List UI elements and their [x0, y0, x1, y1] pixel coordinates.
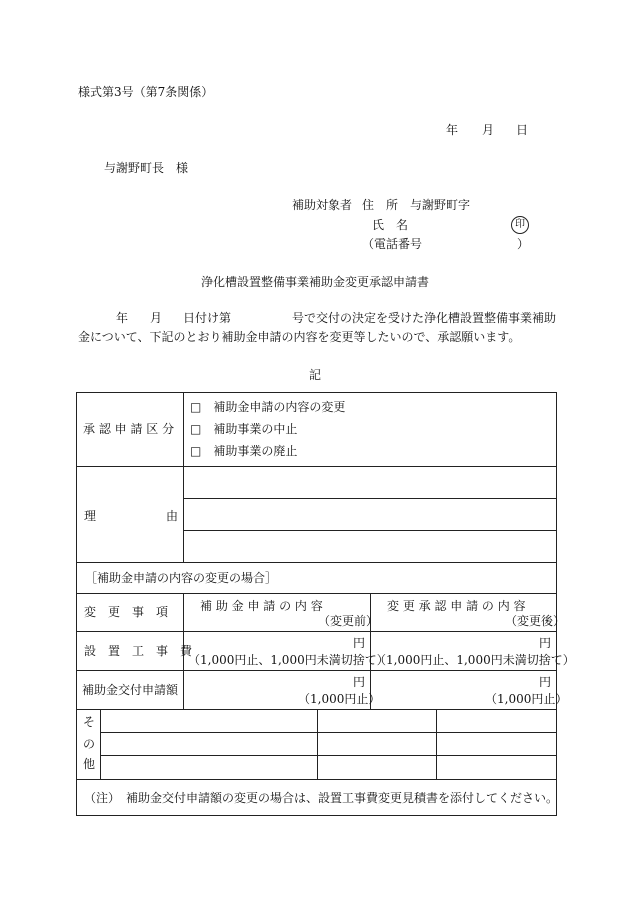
reason-field-1[interactable]	[186, 468, 554, 496]
table-border-right	[556, 392, 557, 816]
date-year-label: 年	[446, 123, 459, 137]
cost-after-yen: 円	[539, 636, 552, 650]
item-header: 変 更 事 項	[84, 605, 169, 619]
grant-before-note: （1,000円止）	[298, 692, 381, 706]
reason-label-right: 由	[166, 509, 179, 523]
ki-label: 記	[309, 368, 322, 382]
divider-other-col-1	[317, 709, 318, 779]
other-line-1	[100, 732, 557, 733]
applicant-role-label: 補助対象者	[292, 198, 353, 212]
intro-body-line1: 号で交付の決定を受けた浄化槽設置整備事業補助	[292, 311, 557, 325]
cost-after-note: （1,000円止、1,000円未満切捨て）	[374, 653, 575, 667]
before-subheader: （変更前）	[318, 614, 379, 628]
divider-other-col-2	[436, 709, 437, 779]
change-section-title: ［補助金申請の内容の変更の場合］	[85, 571, 278, 585]
divider-category-bottom	[76, 466, 557, 467]
category-label: 承 認 申 請 区 分	[83, 422, 175, 436]
divider-other-bottom	[76, 779, 557, 780]
other-label-2: の	[83, 737, 96, 751]
option-suspend[interactable]: □ 補助事業の中止	[190, 422, 298, 436]
intro-month: 月	[150, 311, 163, 325]
form-number: 様式第3号（第7条関係）	[78, 85, 214, 99]
divider-cost-row	[76, 670, 557, 671]
grant-label: 補助金交付申請額	[82, 683, 179, 697]
divider-label-col-1	[183, 392, 184, 562]
other-label-1: そ	[83, 715, 96, 729]
intro-body-line2: 金について、下記のとおり補助金申請の内容を変更等したいので、承認願います。	[78, 330, 521, 344]
reason-label-left: 理	[84, 509, 97, 523]
date-month-label: 月	[482, 123, 495, 137]
intro-year: 年	[116, 311, 129, 325]
footnote: （注） 補助金交付申請額の変更の場合は、設置工事費変更見積書を添付してください。	[84, 791, 559, 805]
grant-before-yen: 円	[353, 675, 366, 689]
cost-before-note: （1,000円止、1,000円未満切捨て）	[188, 653, 389, 667]
cost-label: 設 置 工 事 費	[84, 644, 193, 658]
other-label-3: 他	[83, 757, 96, 771]
intro-dated: 日付け第	[183, 311, 232, 325]
addressee: 与謝野町長 様	[104, 161, 189, 175]
seal-mark: 印	[511, 216, 529, 234]
document-title: 浄化槽設置整備事業補助金変更承認申請書	[201, 275, 430, 289]
before-header: 補 助 金 申 請 の 内 容	[200, 599, 323, 613]
reason-field-2[interactable]	[186, 500, 554, 528]
phone-close-paren: ）	[517, 237, 530, 251]
address-value: 与謝野町字	[410, 198, 471, 212]
table-border-bottom	[76, 815, 557, 816]
cost-before-yen: 円	[353, 636, 366, 650]
divider-header-row	[76, 631, 557, 632]
grant-after-note: （1,000円止）	[485, 692, 568, 706]
reason-line-2	[183, 530, 557, 531]
grant-after-yen: 円	[539, 675, 552, 689]
reason-line-1	[183, 498, 557, 499]
divider-other-label	[100, 709, 101, 779]
divider-reason-bottom	[76, 562, 557, 563]
after-header: 変 更 承 認 申 請 の 内 容	[387, 599, 526, 613]
table-border-left	[76, 392, 77, 816]
option-change-content[interactable]: □ 補助金申請の内容の変更	[190, 400, 346, 414]
phone-label: （電話番号	[362, 237, 423, 251]
address-label: 住 所	[362, 198, 399, 212]
divider-section-header	[76, 593, 557, 594]
name-label: 氏 名	[372, 218, 409, 232]
table-border-top	[76, 392, 557, 393]
other-line-2	[100, 755, 557, 756]
after-subheader: （変更後）	[505, 614, 566, 628]
reason-field-3[interactable]	[186, 532, 554, 560]
option-abolish[interactable]: □ 補助事業の廃止	[190, 444, 298, 458]
date-day-label: 日	[516, 123, 529, 137]
